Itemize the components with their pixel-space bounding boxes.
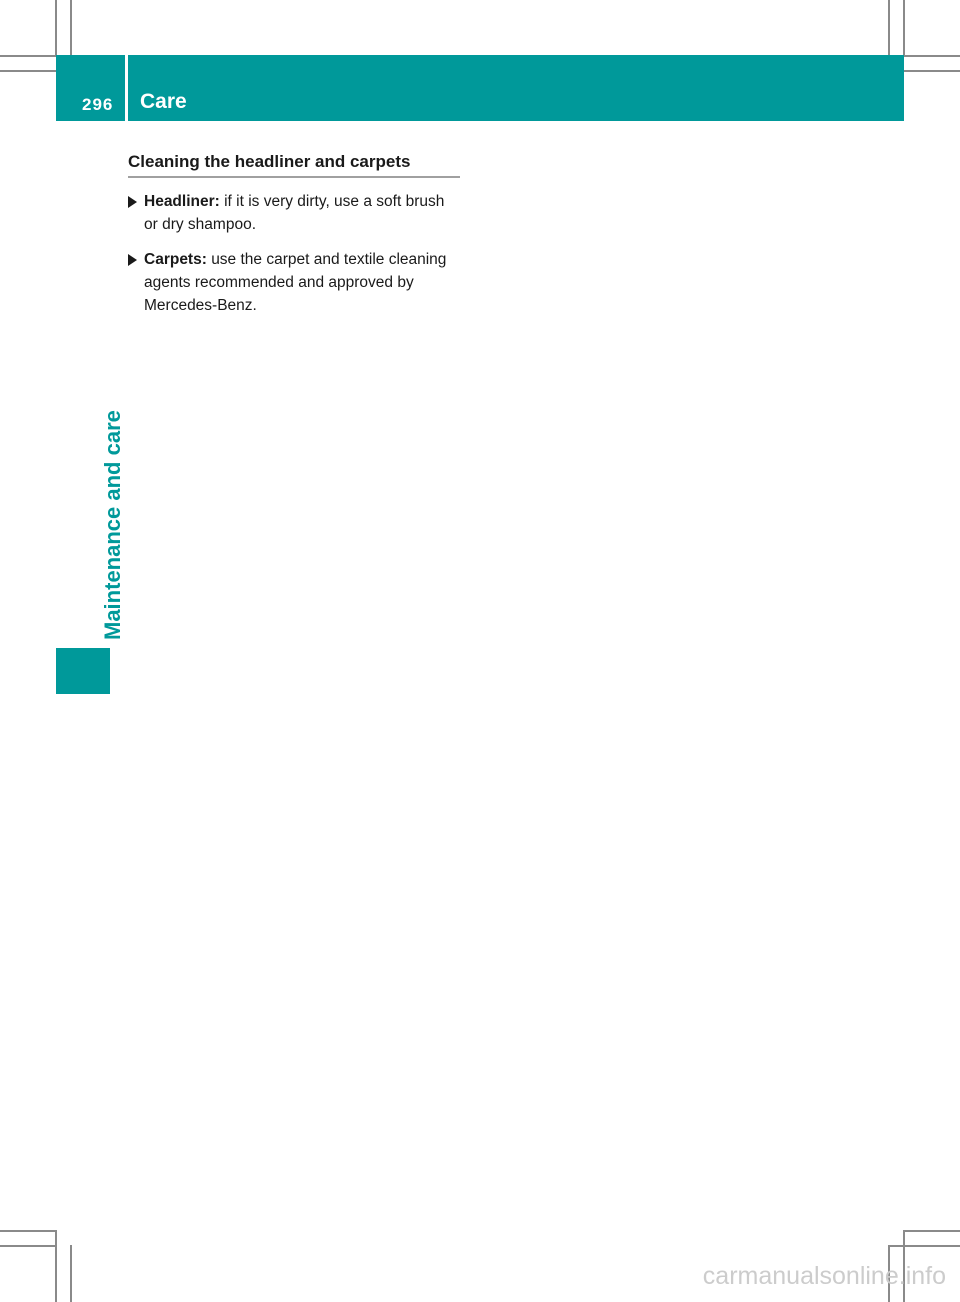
crop-mark: [70, 1245, 72, 1302]
crop-mark: [70, 0, 72, 55]
crop-mark: [888, 1245, 960, 1247]
crop-mark: [0, 1230, 56, 1232]
crop-mark: [888, 0, 890, 55]
crop-mark: [0, 55, 56, 57]
list-item: [128, 248, 460, 317]
watermark: carmanualsonline.info: [702, 1262, 946, 1290]
crop-mark: [904, 70, 960, 72]
crop-mark: [0, 70, 56, 72]
section-title: Care: [140, 90, 187, 113]
arrow-bullet-icon: [128, 254, 137, 266]
list-item: [128, 190, 460, 236]
item-term: Headliner:: [144, 193, 225, 210]
item-text: if it is very dirty, use a soft brush or dry shampoo.: [144, 193, 445, 233]
crop-mark: [903, 0, 905, 55]
crop-mark: [55, 1230, 57, 1302]
crop-mark: [0, 1245, 56, 1247]
crop-mark: [55, 0, 57, 55]
page-number: 296: [82, 95, 114, 114]
arrow-bullet-icon: [128, 196, 137, 208]
crop-mark: [904, 1230, 960, 1232]
header-separator: [125, 55, 128, 121]
side-tab-marker: [56, 648, 110, 694]
side-tab-label: Maintenance and care: [100, 410, 125, 640]
main-content: [128, 152, 460, 317]
item-text: use the carpet and textile cleaning agents recommended and approved by Mercedes-Benz.: [144, 251, 447, 314]
crop-mark: [904, 55, 960, 57]
content-heading: Cleaning the headliner and carpets: [128, 152, 460, 178]
item-term: Carpets:: [144, 251, 212, 268]
